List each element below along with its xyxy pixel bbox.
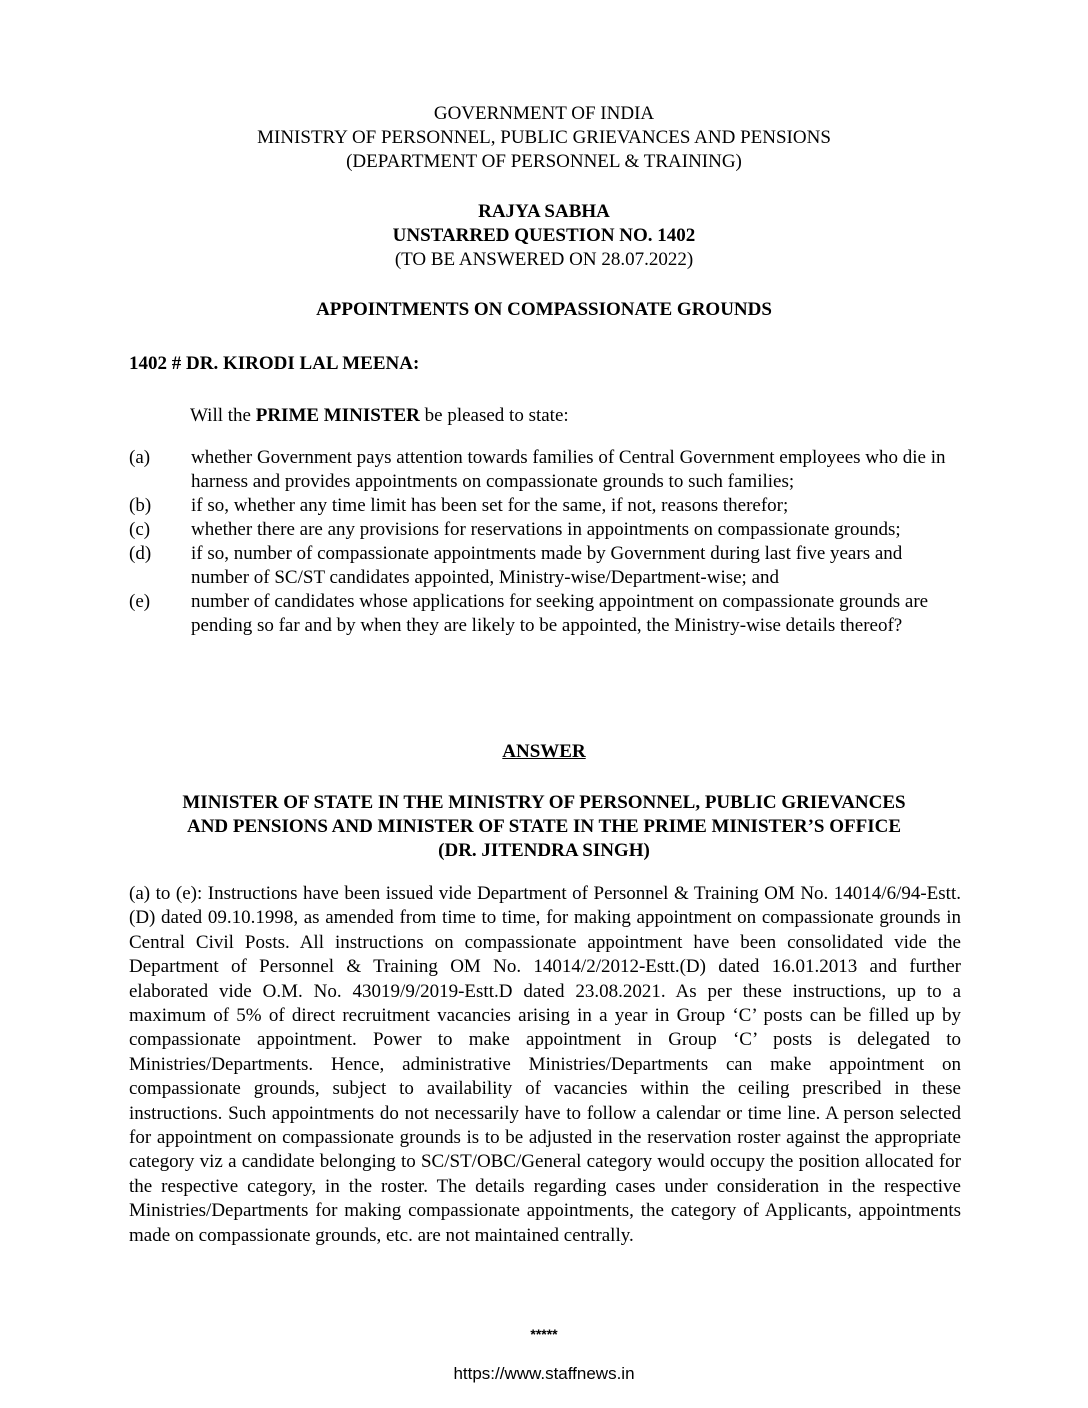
question-text: if so, whether any time limit has been set for the same, if not, reasons therefor; <box>191 495 789 516</box>
question-label: (d) <box>129 543 152 564</box>
subject-title: APPOINTMENTS ON COMPASSIONATE GROUNDS <box>316 299 772 320</box>
minister-name: (DR. JITENDRA SINGH) <box>438 840 650 861</box>
question-item <box>129 494 959 518</box>
question-text: whether there are any provisions for reservations in appointments on compassionate grounds; <box>191 519 901 540</box>
intro-text-after: be pleased to state: <box>419 405 569 426</box>
question-item <box>129 542 959 590</box>
minister-line-1: MINISTER OF STATE IN THE MINISTRY OF PERSONNEL, PUBLIC GRIEVANCES <box>182 792 906 813</box>
header-line-1: GOVERNMENT OF INDIA <box>433 103 655 124</box>
question-number: UNSTARRED QUESTION NO. 1402 <box>392 225 696 246</box>
question-label: (a) <box>129 447 151 468</box>
question-info <box>0 200 1088 272</box>
header-line-2: MINISTRY OF PERSONNEL, PUBLIC GRIEVANCES AND PENSIONS <box>257 127 831 148</box>
question-item <box>129 446 959 494</box>
website-footer: https://www.staffnews.in <box>453 1364 635 1383</box>
header-line-3: (DEPARTMENT OF PERSONNEL & TRAINING) <box>346 151 742 172</box>
question-intro <box>190 404 569 428</box>
answer-heading-row <box>0 740 1088 764</box>
house-name: RAJYA SABHA <box>478 201 610 222</box>
question-list <box>129 446 959 638</box>
minister-block <box>0 791 1088 863</box>
ministry-header <box>0 102 1088 174</box>
answer-date: (TO BE ANSWERED ON 28.07.2022) <box>394 249 694 270</box>
intro-addressee: PRIME MINISTER <box>255 405 420 426</box>
question-text: number of candidates whose applications for seeking appointment on compassionate grounds are pending so far and by when they are likely to be appointed, the Ministry-wise details thereof? <box>191 591 929 636</box>
question-text: if so, number of compassionate appointments made by Government during last five years and number of SC/ST candidates appointed, Ministry-wise/Department-wise; and <box>191 543 903 588</box>
intro-text-before: Will the <box>190 405 256 426</box>
question-item <box>129 590 959 638</box>
question-label: (e) <box>129 591 151 612</box>
question-text: whether Government pays attention towards families of Central Government employees who die in harness and provides appointments on compassionate grounds to such families; <box>191 447 946 492</box>
answer-heading: ANSWER <box>502 741 586 762</box>
minister-line-2: AND PENSIONS AND MINISTER OF STATE IN THE PRIME MINISTER’S OFFICE <box>186 816 902 837</box>
end-mark: ***** <box>530 1326 558 1342</box>
question-label: (b) <box>129 495 152 516</box>
question-label: (c) <box>129 519 151 540</box>
asker-name: 1402 # DR. KIRODI LAL MEENA: <box>129 353 420 374</box>
question-item <box>129 518 959 542</box>
answer-body: (a) to (e): Instructions have been issued vide Department of Personnel & Training OM No. 14014/6/94-Estt.(D) dated 09.10.1998, as amended from time to time, for making appointment on compassionate grounds in Central Civil Posts. All instructions on compassionate appointment have been consolidated vide the Department of Personnel & Training OM No. 14014/2/2012-Estt.(D) dated 16.01.2013 and further elaborated vide O.M. No. 43019/9/2019-Estt.D dated 23.08.2021. As per these instructions, up to a maximum of 5% of direct recruitment vacancies arising in a year in Group ‘C’ posts can be filled up by compassionate appointment. Power to make appointment in Group ‘C’ posts is delegated to Ministries/Departments. Hence, administrative Ministries/Departments can make appointment on compassionate grounds, subject to availability of vacancies within the ceiling prescribed in these instructions. Such appointments do not necessarily have to follow a calendar or time line. A person selected for appointment on compassionate grounds is to be adjusted in the reservation roster against the appropriate category viz a candidate belonging to SC/ST/OBC/General category would occupy the position allocated for the respective category, in the roster. The details regarding cases under consideration in the respective Ministries/Departments for making compassionate appointments, the category of Applicants, appointments made on compassionate grounds, etc. are not maintained centrally. <box>129 883 961 1246</box>
